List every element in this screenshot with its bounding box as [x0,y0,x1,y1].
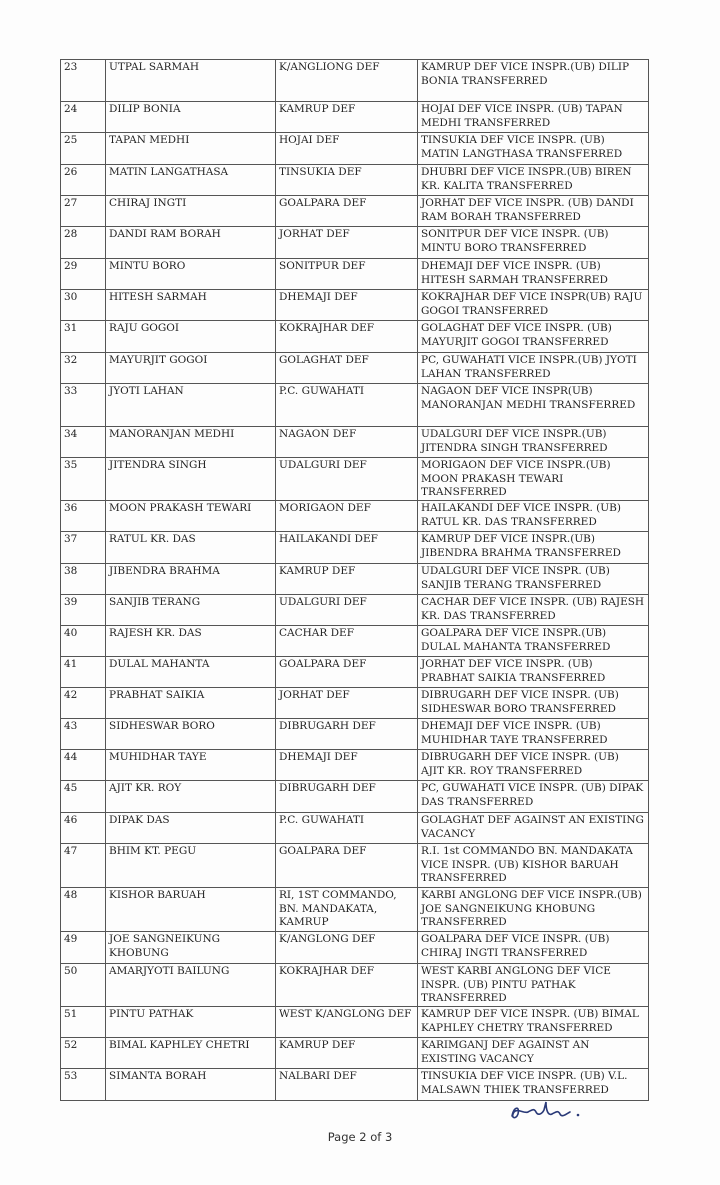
transfer-remark-cell: KAMRUP DEF VICE INSPR. (UB) BIMAL KAPHLEY CHETRY TRANSFERRED [418,1007,649,1038]
table-row [61,964,649,1007]
row-number-cell: 26 [61,165,106,196]
current-posting-cell: GOLAGHAT DEF [276,353,418,384]
current-posting-cell: UDALGURI DEF [276,458,418,501]
row-number-cell: 51 [61,1007,106,1038]
table-row [61,196,649,227]
row-number-cell: 41 [61,657,106,688]
row-number-cell: 30 [61,290,106,321]
current-posting-cell: JORHAT DEF [276,227,418,259]
officer-name-cell: MAYURJIT GOGOI [106,353,276,384]
row-number-cell: 46 [61,813,106,844]
current-posting-cell: NALBARI DEF [276,1069,418,1101]
officer-name-cell: PINTU PATHAK [106,1007,276,1038]
row-number-cell: 52 [61,1038,106,1069]
table-row [61,719,649,750]
officer-name-cell: DIPAK DAS [106,813,276,844]
officer-name-cell: SANJIB TERANG [106,595,276,626]
current-posting-cell: P.C. GUWAHATI [276,813,418,844]
current-posting-cell: DHEMAJI DEF [276,750,418,781]
transfer-remark-cell: NAGAON DEF VICE INSPR(UB) MANORANJAN MEDHI TRANSFERRED [418,384,649,427]
transfer-remark-cell: UDALGURI DEF VICE INSPR.(UB) JITENDRA SINGH TRANSFERRED [418,427,649,458]
table-row [61,626,649,657]
current-posting-cell: DIBRUGARH DEF [276,781,418,813]
current-posting-cell: GOALPARA DEF [276,196,418,227]
transfer-remark-cell: KARIMGANJ DEF AGAINST AN EXISTING VACANCY [418,1038,649,1069]
transfer-remark-cell: DHUBRI DEF VICE INSPR.(UB) BIREN KR. KALITA TRANSFERRED [418,165,649,196]
current-posting-cell: SONITPUR DEF [276,259,418,290]
officer-name-cell: SIMANTA BORAH [106,1069,276,1101]
current-posting-cell: RI, 1ST COMMANDO, BN. MANDAKATA, KAMRUP [276,888,418,932]
table-row [61,888,649,932]
row-number-cell: 48 [61,888,106,932]
officer-name-cell: PRABHAT SAIKIA [106,688,276,719]
table-row [61,427,649,458]
table-row [61,102,649,133]
table-row [61,290,649,321]
row-number-cell: 34 [61,427,106,458]
transfer-remark-cell: MORIGAON DEF VICE INSPR.(UB) MOON PRAKASH TEWARI TRANSFERRED [418,458,649,501]
officer-name-cell: MATIN LANGATHASA [106,165,276,196]
table-row [61,353,649,384]
officer-name-cell: JITENDRA SINGH [106,458,276,501]
row-number-cell: 47 [61,844,106,888]
current-posting-cell: NAGAON DEF [276,427,418,458]
transfer-remark-cell: KARBI ANGLONG DEF VICE INSPR.(UB) JOE SANGNEIKUNG KHOBUNG TRANSFERRED [418,888,649,932]
row-number-cell: 39 [61,595,106,626]
officer-name-cell: DANDI RAM BORAH [106,227,276,259]
transfer-remark-cell: PC, GUWAHATI VICE INSPR. (UB) DIPAK DAS TRANSFERRED [418,781,649,813]
current-posting-cell: WEST K/ANGLONG DEF [276,1007,418,1038]
transfer-remark-cell: GOALPARA DEF VICE INSPR.(UB) DULAL MAHANTA TRANSFERRED [418,626,649,657]
officer-name-cell: JOE SANGNEIKUNG KHOBUNG [106,932,276,964]
transfer-remark-cell: GOALPARA DEF VICE INSPR. (UB) CHIRAJ INGTI TRANSFERRED [418,932,649,964]
current-posting-cell: KAMRUP DEF [276,564,418,595]
table-row [61,932,649,964]
row-number-cell: 28 [61,227,106,259]
officer-name-cell: MINTU BORO [106,259,276,290]
row-number-cell: 50 [61,964,106,1007]
current-posting-cell: HOJAI DEF [276,133,418,165]
row-number-cell: 40 [61,626,106,657]
row-number-cell: 53 [61,1069,106,1101]
officer-name-cell: MOON PRAKASH TEWARI [106,501,276,532]
transfer-remark-cell: PC, GUWAHATI VICE INSPR.(UB) JYOTI LAHAN TRANSFERRED [418,353,649,384]
row-number-cell: 37 [61,532,106,564]
transfer-remark-cell: DHEMAJI DEF VICE INSPR. (UB) HITESH SARMAH TRANSFERRED [418,259,649,290]
officer-name-cell: UTPAL SARMAH [106,60,276,102]
table-row [61,1038,649,1069]
table-row [61,532,649,564]
transfer-remark-cell: KOKRAJHAR DEF VICE INSPR(UB) RAJU GOGOI TRANSFERRED [418,290,649,321]
table-row [61,688,649,719]
current-posting-cell: CACHAR DEF [276,626,418,657]
table-row [61,384,649,427]
officer-name-cell: JIBENDRA BRAHMA [106,564,276,595]
transfer-remark-cell: GOLAGHAT DEF AGAINST AN EXISTING VACANCY [418,813,649,844]
officer-name-cell: RAJESH KR. DAS [106,626,276,657]
transfer-remark-cell: JORHAT DEF VICE INSPR. (UB) PRABHAT SAIKIA TRANSFERRED [418,657,649,688]
row-number-cell: 44 [61,750,106,781]
row-number-cell: 36 [61,501,106,532]
transfer-remark-cell: GOLAGHAT DEF VICE INSPR. (UB) MAYURJIT GOGOI TRANSFERRED [418,321,649,353]
officer-name-cell: RATUL KR. DAS [106,532,276,564]
table-row [61,60,649,102]
row-number-cell: 38 [61,564,106,595]
table-row [61,595,649,626]
row-number-cell: 42 [61,688,106,719]
current-posting-cell: K/ANGLIONG DEF [276,60,418,102]
row-number-cell: 27 [61,196,106,227]
transfer-remark-cell: DIBRUGARH DEF VICE INSPR. (UB) SIDHESWAR BORO TRANSFERRED [418,688,649,719]
table-row [61,133,649,165]
current-posting-cell: UDALGURI DEF [276,595,418,626]
table-row [61,458,649,501]
page-number: Page 2 of 3 [327,1130,393,1144]
row-number-cell: 43 [61,719,106,750]
transfer-remark-cell: CACHAR DEF VICE INSPR. (UB) RAJESH KR. DAS TRANSFERRED [418,595,649,626]
signature-image [508,1096,598,1126]
transfer-remark-cell: UDALGURI DEF VICE INSPR. (UB) SANJIB TERANG TRANSFERRED [418,564,649,595]
row-number-cell: 33 [61,384,106,427]
officer-name-cell: MANORANJAN MEDHI [106,427,276,458]
officer-name-cell: BHIM KT. PEGU [106,844,276,888]
transfer-remark-cell: R.I. 1st COMMANDO BN. MANDAKATA VICE INSPR. (UB) KISHOR BARUAH TRANSFERRED [418,844,649,888]
officer-name-cell: AJIT KR. ROY [106,781,276,813]
row-number-cell: 35 [61,458,106,501]
current-posting-cell: P.C. GUWAHATI [276,384,418,427]
row-number-cell: 24 [61,102,106,133]
transfer-remark-cell: HOJAI DEF VICE INSPR. (UB) TAPAN MEDHI TRANSFERRED [418,102,649,133]
table-row [61,227,649,259]
officer-name-cell: JYOTI LAHAN [106,384,276,427]
current-posting-cell: MORIGAON DEF [276,501,418,532]
table-row [61,501,649,532]
transfer-remark-cell: JORHAT DEF VICE INSPR. (UB) DANDI RAM BORAH TRANSFERRED [418,196,649,227]
row-number-cell: 31 [61,321,106,353]
table-row [61,564,649,595]
current-posting-cell: GOALPARA DEF [276,657,418,688]
current-posting-cell: HAILAKANDI DEF [276,532,418,564]
current-posting-cell: JORHAT DEF [276,688,418,719]
table-row [61,813,649,844]
current-posting-cell: K/ANGLONG DEF [276,932,418,964]
table-row [61,781,649,813]
table-row [61,259,649,290]
current-posting-cell: KOKRAJHAR DEF [276,964,418,1007]
row-number-cell: 29 [61,259,106,290]
table-row [61,750,649,781]
row-number-cell: 25 [61,133,106,165]
transfer-remark-cell: HAILAKANDI DEF VICE INSPR. (UB) RATUL KR. DAS TRANSFERRED [418,501,649,532]
transfer-remark-cell: KAMRUP DEF VICE INSPR.(UB) JIBENDRA BRAHMA TRANSFERRED [418,532,649,564]
current-posting-cell: KAMRUP DEF [276,1038,418,1069]
transfer-remark-cell: KAMRUP DEF VICE INSPR.(UB) DILIP BONIA TRANSFERRED [418,60,649,102]
officer-name-cell: KISHOR BARUAH [106,888,276,932]
transfer-remark-cell: DHEMAJI DEF VICE INSPR. (UB) MUHIDHAR TAYE TRANSFERRED [418,719,649,750]
table-row [61,321,649,353]
transfer-remark-cell: TINSUKIA DEF VICE INSPR. (UB) MATIN LANGTHASA TRANSFERRED [418,133,649,165]
current-posting-cell: KOKRAJHAR DEF [276,321,418,353]
row-number-cell: 23 [61,60,106,102]
transfer-remark-cell: DIBRUGARH DEF VICE INSPR. (UB) AJIT KR. ROY TRANSFERRED [418,750,649,781]
officer-name-cell: BIMAL KAPHLEY CHETRI [106,1038,276,1069]
officer-name-cell: DILIP BONIA [106,102,276,133]
row-number-cell: 32 [61,353,106,384]
current-posting-cell: DIBRUGARH DEF [276,719,418,750]
officer-name-cell: CHIRAJ INGTI [106,196,276,227]
officer-name-cell: DULAL MAHANTA [106,657,276,688]
officer-name-cell: SIDHESWAR BORO [106,719,276,750]
current-posting-cell: TINSUKIA DEF [276,165,418,196]
current-posting-cell: KAMRUP DEF [276,102,418,133]
transfer-remark-cell: WEST KARBI ANGLONG DEF VICE INSPR. (UB) PINTU PATHAK TRANSFERRED [418,964,649,1007]
row-number-cell: 45 [61,781,106,813]
current-posting-cell: DHEMAJI DEF [276,290,418,321]
officer-name-cell: AMARJYOTI BAILUNG [106,964,276,1007]
transfer-remark-cell: SONITPUR DEF VICE INSPR. (UB) MINTU BORO TRANSFERRED [418,227,649,259]
transfer-table [60,59,649,1101]
table-row [61,1007,649,1038]
officer-name-cell: TAPAN MEDHI [106,133,276,165]
row-number-cell: 49 [61,932,106,964]
current-posting-cell: GOALPARA DEF [276,844,418,888]
table-row [61,657,649,688]
table-row [61,844,649,888]
officer-name-cell: MUHIDHAR TAYE [106,750,276,781]
transfer-remark-cell: TINSUKIA DEF VICE INSPR. (UB) V.L. MALSAWN THIEK TRANSFERRED [418,1069,649,1101]
table-row [61,165,649,196]
officer-name-cell: RAJU GOGOI [106,321,276,353]
officer-name-cell: HITESH SARMAH [106,290,276,321]
